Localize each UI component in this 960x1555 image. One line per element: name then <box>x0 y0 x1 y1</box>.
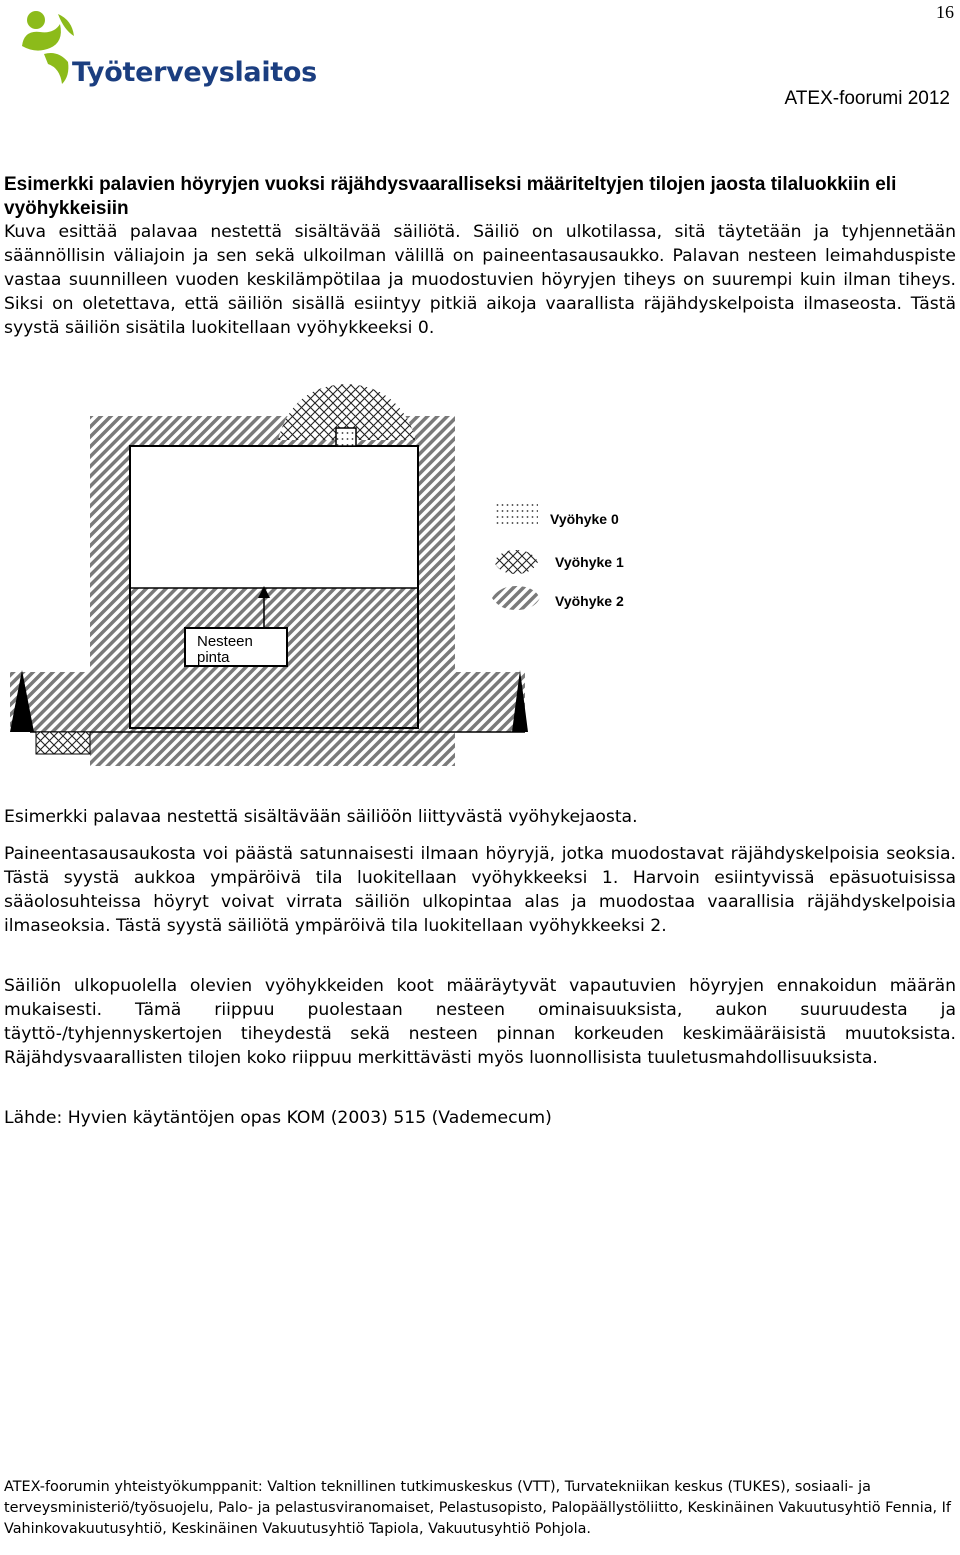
intro-paragraph <box>4 220 956 340</box>
source-reference <box>4 1106 956 1130</box>
body-text-2: Säiliön ulkopuolella olevien vyöhykkeiden koot määräytyvät vapautuvien höyryjen ennakoidun määrän mukaisesti. Tämä riippuu puolestaan nesteen ominaisuuksista, aukon suuruudesta ja täyttö-/tyhjennyskertojen tiheydestä sekä nesteen pinnan korkeuden keskimääräisistä muutoksista. Räjähdysvaarallisten tilojen koko riippuu merkittävästi myös luonnollisista tuuletusmahdollisuuksista. <box>4 976 956 1068</box>
body-paragraph-2 <box>4 974 956 1070</box>
drain-pit <box>36 732 90 754</box>
event-title: ATEX-foorumi 2012 <box>784 88 950 109</box>
liquid-surface-label: Nesteen pinta <box>184 627 288 667</box>
figure-caption <box>4 805 956 829</box>
page-footer: ATEX-foorumin yhteistyökumppanit: Valtion teknillinen tutkimuskeskus (VTT), Turvatekniikan keskus (TUKES), sosiaali- ja terveysministeriö/työsuojelu, Palo- ja pelastusviranomaiset, Pelastusopisto, Palopäällystöliitto, Keskinäinen Vakuutusyhtiö Fennia, If Vahinkovakuutusyhtiö, Keskinäinen Vakuutusyhtiö Tapiola, Vakuutusyhtiö Pohjola. <box>4 1479 951 1537</box>
zone-diagram <box>0 376 960 766</box>
legend-label-zone-2: Vyöhyke 2 <box>555 593 624 609</box>
caption-text: Esimerkki palavaa nestettä sisältävään säiliöön liittyvästä vyöhykejaosta. <box>4 807 638 827</box>
legend-swatch-zone-0 <box>494 502 538 528</box>
body-text-1: Paineentasausaukosta voi päästä satunnaisesti ilmaan höyryjä, jotka muodostavat räjähdyskelpoisia seoksia. Tästä syystä aukkoa ympäröivä tila luokitellaan vyöhykkeeksi 1. Harvoin esiintyvissä epäsuotuisissa sääolosuhteissa höyryt voivat virrata säiliön ulkopintaa alas ja muodostaa vaarallisia räjähdyskelpoisia ilmaseoksia. Tästä syystä säiliötä ympäröivä tila luokitellaan vyöhykkeeksi 2. <box>4 844 956 936</box>
body-paragraph-1 <box>4 842 956 938</box>
intro-text: Kuva esittää palavaa nestettä sisältävää säiliötä. Säiliö on ulkotilassa, sitä täytetään ja tyhjennetään säännöllisin väliajoin ja sen sekä ulkoilman välillä on paineentasausaukko. Palavan nesteen leimahduspiste vastaa suunnilleen vuoden keskilämpötilaa ja muodostuvien höyryjen tiheys on suurempi kuin ilman tiheys. Siksi on oletettava, että säiliön sisällä esiintyy pitkiä aikoja vaarallista räjähdyskelpoista ilmaseosta. Tästä syystä säiliön sisätila luokitellaan vyöhykkeeksi 0. <box>4 222 956 338</box>
logo-wordmark: Työterveyslaitos <box>72 57 317 88</box>
legend-label-zone-0: Vyöhyke 0 <box>550 511 619 527</box>
legend-swatch-zone-1 <box>494 550 538 574</box>
legend-swatch-zone-2 <box>492 586 540 610</box>
source-text: Lähde: Hyvien käytäntöjen opas KOM (2003) 515 (Vademecum) <box>4 1108 552 1128</box>
section-heading: Esimerkki palavien höyryjen vuoksi räjähdysvaaralliseksi määriteltyjen tilojen jaosta tilaluokkiin eli vyöhykkeisiin <box>4 174 897 219</box>
legend-label-zone-1: Vyöhyke 1 <box>555 554 624 570</box>
page-number: 16 <box>936 2 954 22</box>
vent-opening <box>336 428 356 446</box>
